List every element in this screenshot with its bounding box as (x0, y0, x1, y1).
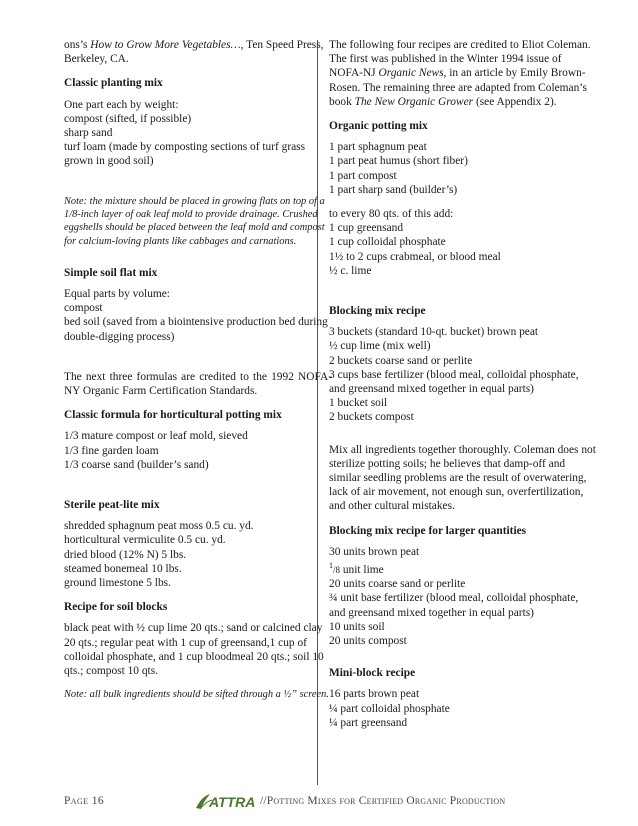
list-item: 20 units compost (329, 634, 407, 647)
intro-paragraph (64, 38, 332, 66)
list-item (329, 559, 597, 577)
simple-soil-flat-mix-list (64, 287, 332, 344)
fraction-denominator: /8 (333, 564, 341, 575)
list-item: 1 part sharp sand (builder’s) (329, 183, 458, 196)
intro-pre: ons’s (64, 39, 91, 51)
list-item: shredded sphagnum peat moss 0.5 cu. yd. (64, 520, 254, 533)
list-item: ground limestone 5 lbs. (64, 577, 171, 590)
list-item: ½ c. lime (329, 264, 372, 277)
coleman-intro-paragraph (329, 38, 597, 109)
intro-post: , Ten Speed Press, Berkeley, CA. (64, 39, 324, 66)
logo-text: ATTRA (209, 794, 256, 810)
list-item: 1 part sphagnum peat (329, 141, 427, 154)
left-column (64, 38, 332, 702)
list-item: 1/3 coarse sand (builder’s sand) (64, 458, 209, 471)
fraction-numerator: 1 (329, 561, 333, 571)
blocking-mix-paragraph: Mix all ingredients together thoroughly. Coleman does not sterilize potting soils; he believes that damp-off and similar seedling problems are the result of overwatering, lack of air movement, not enough sun, overfertilization, and other cultural mistakes. (329, 443, 596, 513)
list-item: compost (64, 302, 103, 315)
list-item: 1 cup greensand (329, 222, 404, 235)
page-number: Page 16 (64, 795, 105, 807)
classic-planting-mix-heading: Classic planting mix (64, 77, 163, 90)
mini-block-recipe-heading: Mini-block recipe (329, 667, 416, 680)
intro-text: The following four recipes are credited to Eliot Coleman. The first was published in the Winter 1994 issue of NOFA-NJ (329, 39, 591, 80)
list-item: 20 units coarse sand or perlite (329, 578, 466, 591)
nofa-paragraph: The next three formulas are credited to the 1992 NOFA-NY Organic Farm Certification Standards. (64, 370, 332, 398)
list-item: to every 80 qts. of this add: (329, 208, 454, 221)
list-item: One part each by weight: (64, 98, 179, 111)
book-title: How to Grow More Vegetables… (90, 39, 241, 51)
mini-block-recipe-list (329, 687, 597, 730)
page-footer (64, 792, 584, 812)
organic-potting-mix-list (329, 140, 597, 197)
additives-list (329, 207, 597, 278)
list-item: ¼ part greensand (329, 716, 408, 729)
list-item: ½ cup lime (mix well) (329, 340, 431, 353)
list-item: 3 cups base fertilizer (blood meal, colloidal phosphate, and greensand mixed together in equal parts) (329, 368, 579, 396)
attra-logo (194, 790, 258, 812)
list-item: 1 part compost (329, 169, 397, 182)
sterile-peat-lite-mix-heading: Sterile peat-lite mix (64, 499, 160, 512)
list-item: sharp sand (64, 127, 113, 140)
list-item: Equal parts by volume: (64, 288, 170, 301)
publication-title: Organic News (378, 67, 444, 80)
list-item: horticultural vermiculite 0.5 cu. yd. (64, 534, 226, 547)
list-item: steamed bonemeal 10 lbs. (64, 562, 182, 575)
fraction-text: unit lime (340, 563, 384, 576)
list-item: compost (sifted, if possible) (64, 112, 192, 125)
attra-logo-icon (194, 790, 258, 812)
list-item: 3 buckets (standard 10-qt. bucket) brown peat (329, 326, 539, 339)
list-item: ¾ unit base fertilizer (blood meal, colloidal phosphate, and greensand mixed together in equal parts) (329, 592, 579, 619)
soil-blocks-recipe-heading: Recipe for soil blocks (64, 601, 168, 614)
list-item: ¼ part colloidal phosphate (329, 702, 450, 715)
list-item: 16 parts brown peat (329, 688, 420, 701)
list-item: 30 units brown peat (329, 545, 420, 558)
large-quantity-blocking-mix-list (329, 545, 597, 648)
list-item: 10 units soil (329, 620, 385, 633)
soil-blocks-note: Note: all bulk ingredients should be sifted through a ½” screen. (64, 689, 329, 701)
list-item: 1/3 fine garden loam (64, 444, 159, 457)
intro-text: , in an article by Emily Brown-Rosen. The remaining three are adapted from Coleman’s book (329, 67, 587, 108)
horticultural-potting-mix-list (64, 429, 332, 472)
list-item: 1/3 mature compost or leaf mold, sieved (64, 430, 248, 443)
list-item: 1½ to 2 cups crabmeal, or blood meal (329, 250, 501, 263)
list-item: dried blood (12% N) 5 lbs. (64, 548, 187, 561)
sterile-peat-lite-mix-list (64, 519, 332, 590)
large-quantity-blocking-mix-heading: Blocking mix recipe for larger quantities (329, 524, 527, 537)
blocking-mix-recipe-heading: Blocking mix recipe (329, 305, 426, 318)
list-item: bed soil (saved from a biointensive production bed during double-digging process) (64, 316, 328, 343)
list-item: 1 cup colloidal phosphate (329, 236, 446, 249)
footer-title: //Potting Mixes for Certified Organic Production (260, 795, 506, 807)
list-item: 2 buckets compost (329, 411, 414, 424)
intro-text: (see Appendix 2). (473, 95, 557, 108)
simple-soil-flat-mix-heading: Simple soil flat mix (64, 266, 158, 279)
list-item: 1 part peat humus (short fiber) (329, 155, 468, 168)
organic-potting-mix-heading: Organic potting mix (329, 120, 428, 133)
list-item: turf loam (made by composting sections of turf grass grown in good soil) (64, 141, 306, 168)
book-title: The New Organic Grower (354, 95, 474, 108)
horticultural-potting-mix-heading: Classic formula for horticultural potting mix (64, 409, 282, 422)
list-item: 1 bucket soil (329, 397, 388, 410)
soil-blocks-recipe-text: black peat with ½ cup lime 20 qts.; sand or calcined clay 20 qts.; regular peat with 1 cup of greensand,1 cup of colloidal phosphate, and 1 cup bloodmeal 20 qts.; soil 10 qts.; compost 10 qts. (64, 622, 324, 678)
right-column (329, 38, 597, 730)
classic-mix-note: Note: the mixture should be placed in growing flats on top of a 1/8-inch layer of oak leaf mold to provide drainage. Crushed eggshells should be placed between the leaf mold and compost for calcium-loving plants like cabbages and carnations. (64, 195, 325, 247)
classic-planting-mix-list (64, 98, 332, 169)
blocking-mix-recipe-list (329, 325, 597, 424)
list-item: 2 buckets coarse sand or perlite (329, 354, 473, 367)
